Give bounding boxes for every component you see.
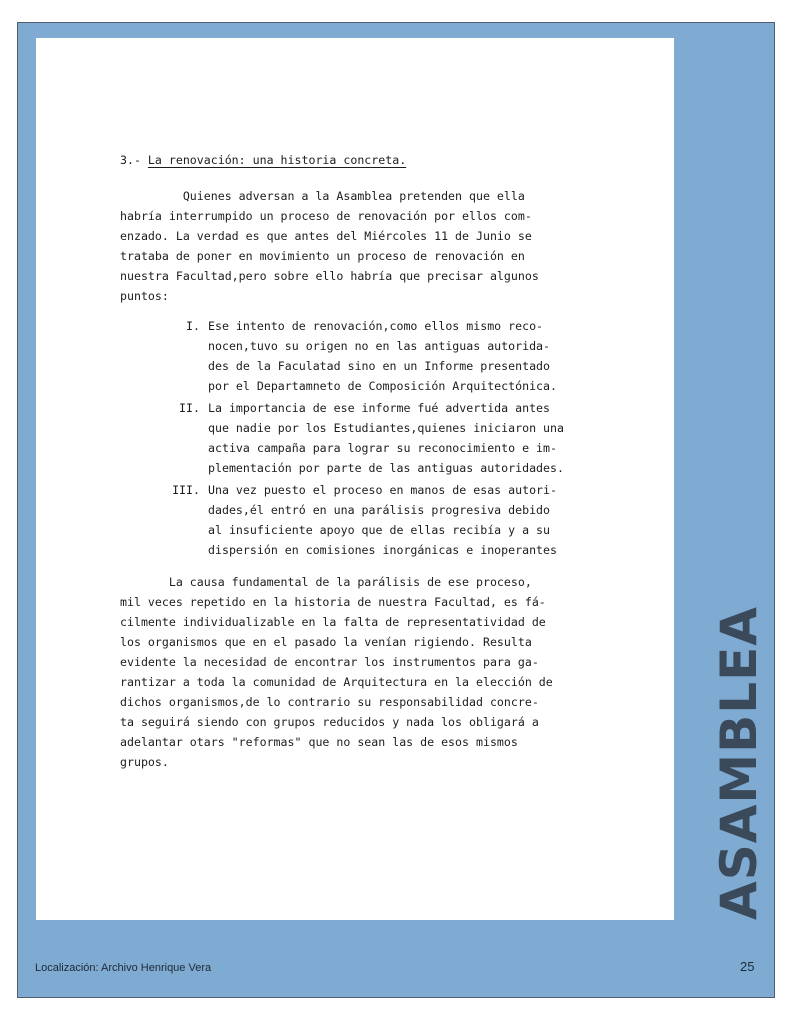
paragraph-line: Quienes adversan a la Asamblea pretenden que ella xyxy=(120,189,525,203)
paragraph-line: enzado. La verdad es que antes del Miércoles 11 de Junio se xyxy=(120,229,532,243)
section-number: 3.- xyxy=(120,153,148,167)
list-item xyxy=(120,398,620,478)
paragraph-line: puntos: xyxy=(120,289,169,303)
list-line: Una vez puesto el proceso en manos de esas autori- xyxy=(208,483,558,497)
list-numeral: III. xyxy=(172,483,200,497)
list-line: nocen,tuvo su origen no en las antiguas autorida- xyxy=(208,339,551,353)
paragraph-1 xyxy=(120,186,620,306)
source-caption: Localización: Archivo Henrique Vera xyxy=(35,962,212,974)
list-line: activa campaña para lograr su reconocimiento e im- xyxy=(208,441,558,455)
paragraph-line: cilmente individualizable en la falta de representatividad de xyxy=(120,615,546,629)
section-side-title: ASAMBLEA xyxy=(710,606,768,920)
numbered-list xyxy=(120,316,620,560)
list-line: dispersión en comisiones inorgánicas e inoperantes xyxy=(208,543,558,557)
list-line: des de la Faculatad sino en un Informe presentado xyxy=(208,359,551,373)
document-text xyxy=(120,150,620,772)
paragraph-line: trataba de poner en movimiento un proceso de renovación en xyxy=(120,249,525,263)
list-line: dades,él entró en una parálisis progresiva debido xyxy=(208,503,551,517)
list-line: plementación por parte de las antiguas autoridades. xyxy=(208,461,564,475)
list-line: por el Departamneto de Composición Arquitectónica. xyxy=(208,379,558,393)
section-title: La renovación: una historia concreta. xyxy=(147,153,407,167)
paragraph-2 xyxy=(120,572,620,772)
paragraph-line: rantizar a toda la comunidad de Arquitectura en la elección de xyxy=(120,675,553,689)
section-heading xyxy=(120,150,620,170)
paragraph-line: los organismos que en el pasado la venían rigiendo. Resulta xyxy=(120,635,532,649)
list-item xyxy=(120,480,620,560)
paragraph-line: grupos. xyxy=(120,755,169,769)
list-numeral: II. xyxy=(179,401,200,415)
list-line: La importancia de ese informe fué advertida antes xyxy=(208,401,551,415)
list-numeral: I. xyxy=(186,319,200,333)
paragraph-line: La causa fundamental de la parálisis de ese proceso, xyxy=(120,575,532,589)
list-line: al insuficiente apoyo que de ellas recibía y a su xyxy=(208,523,551,537)
list-line: Ese intento de renovación,como ellos mismo reco- xyxy=(208,319,544,333)
paragraph-line: nuestra Facultad,pero sobre ello habría que precisar algunos xyxy=(120,269,539,283)
paragraph-line: ta seguirá siendo con grupos reducidos y nada los obligará a xyxy=(120,715,539,729)
paragraph-line: habría interrumpido un proceso de renovación por ellos com- xyxy=(120,209,532,223)
paragraph-line: dichos organismos,de lo contrario su responsabilidad concre- xyxy=(120,695,539,709)
list-item xyxy=(120,316,620,396)
paragraph-line: evidente la necesidad de encontrar los instrumentos para ga- xyxy=(120,655,539,669)
page-number: 25 xyxy=(740,959,755,974)
paragraph-line: mil veces repetido en la historia de nuestra Facultad, es fá- xyxy=(120,595,546,609)
list-line: que nadie por los Estudiantes,quienes iniciaron una xyxy=(208,421,564,435)
paragraph-line: adelantar otars "reformas" que no sean las de esos mismos xyxy=(120,735,518,749)
